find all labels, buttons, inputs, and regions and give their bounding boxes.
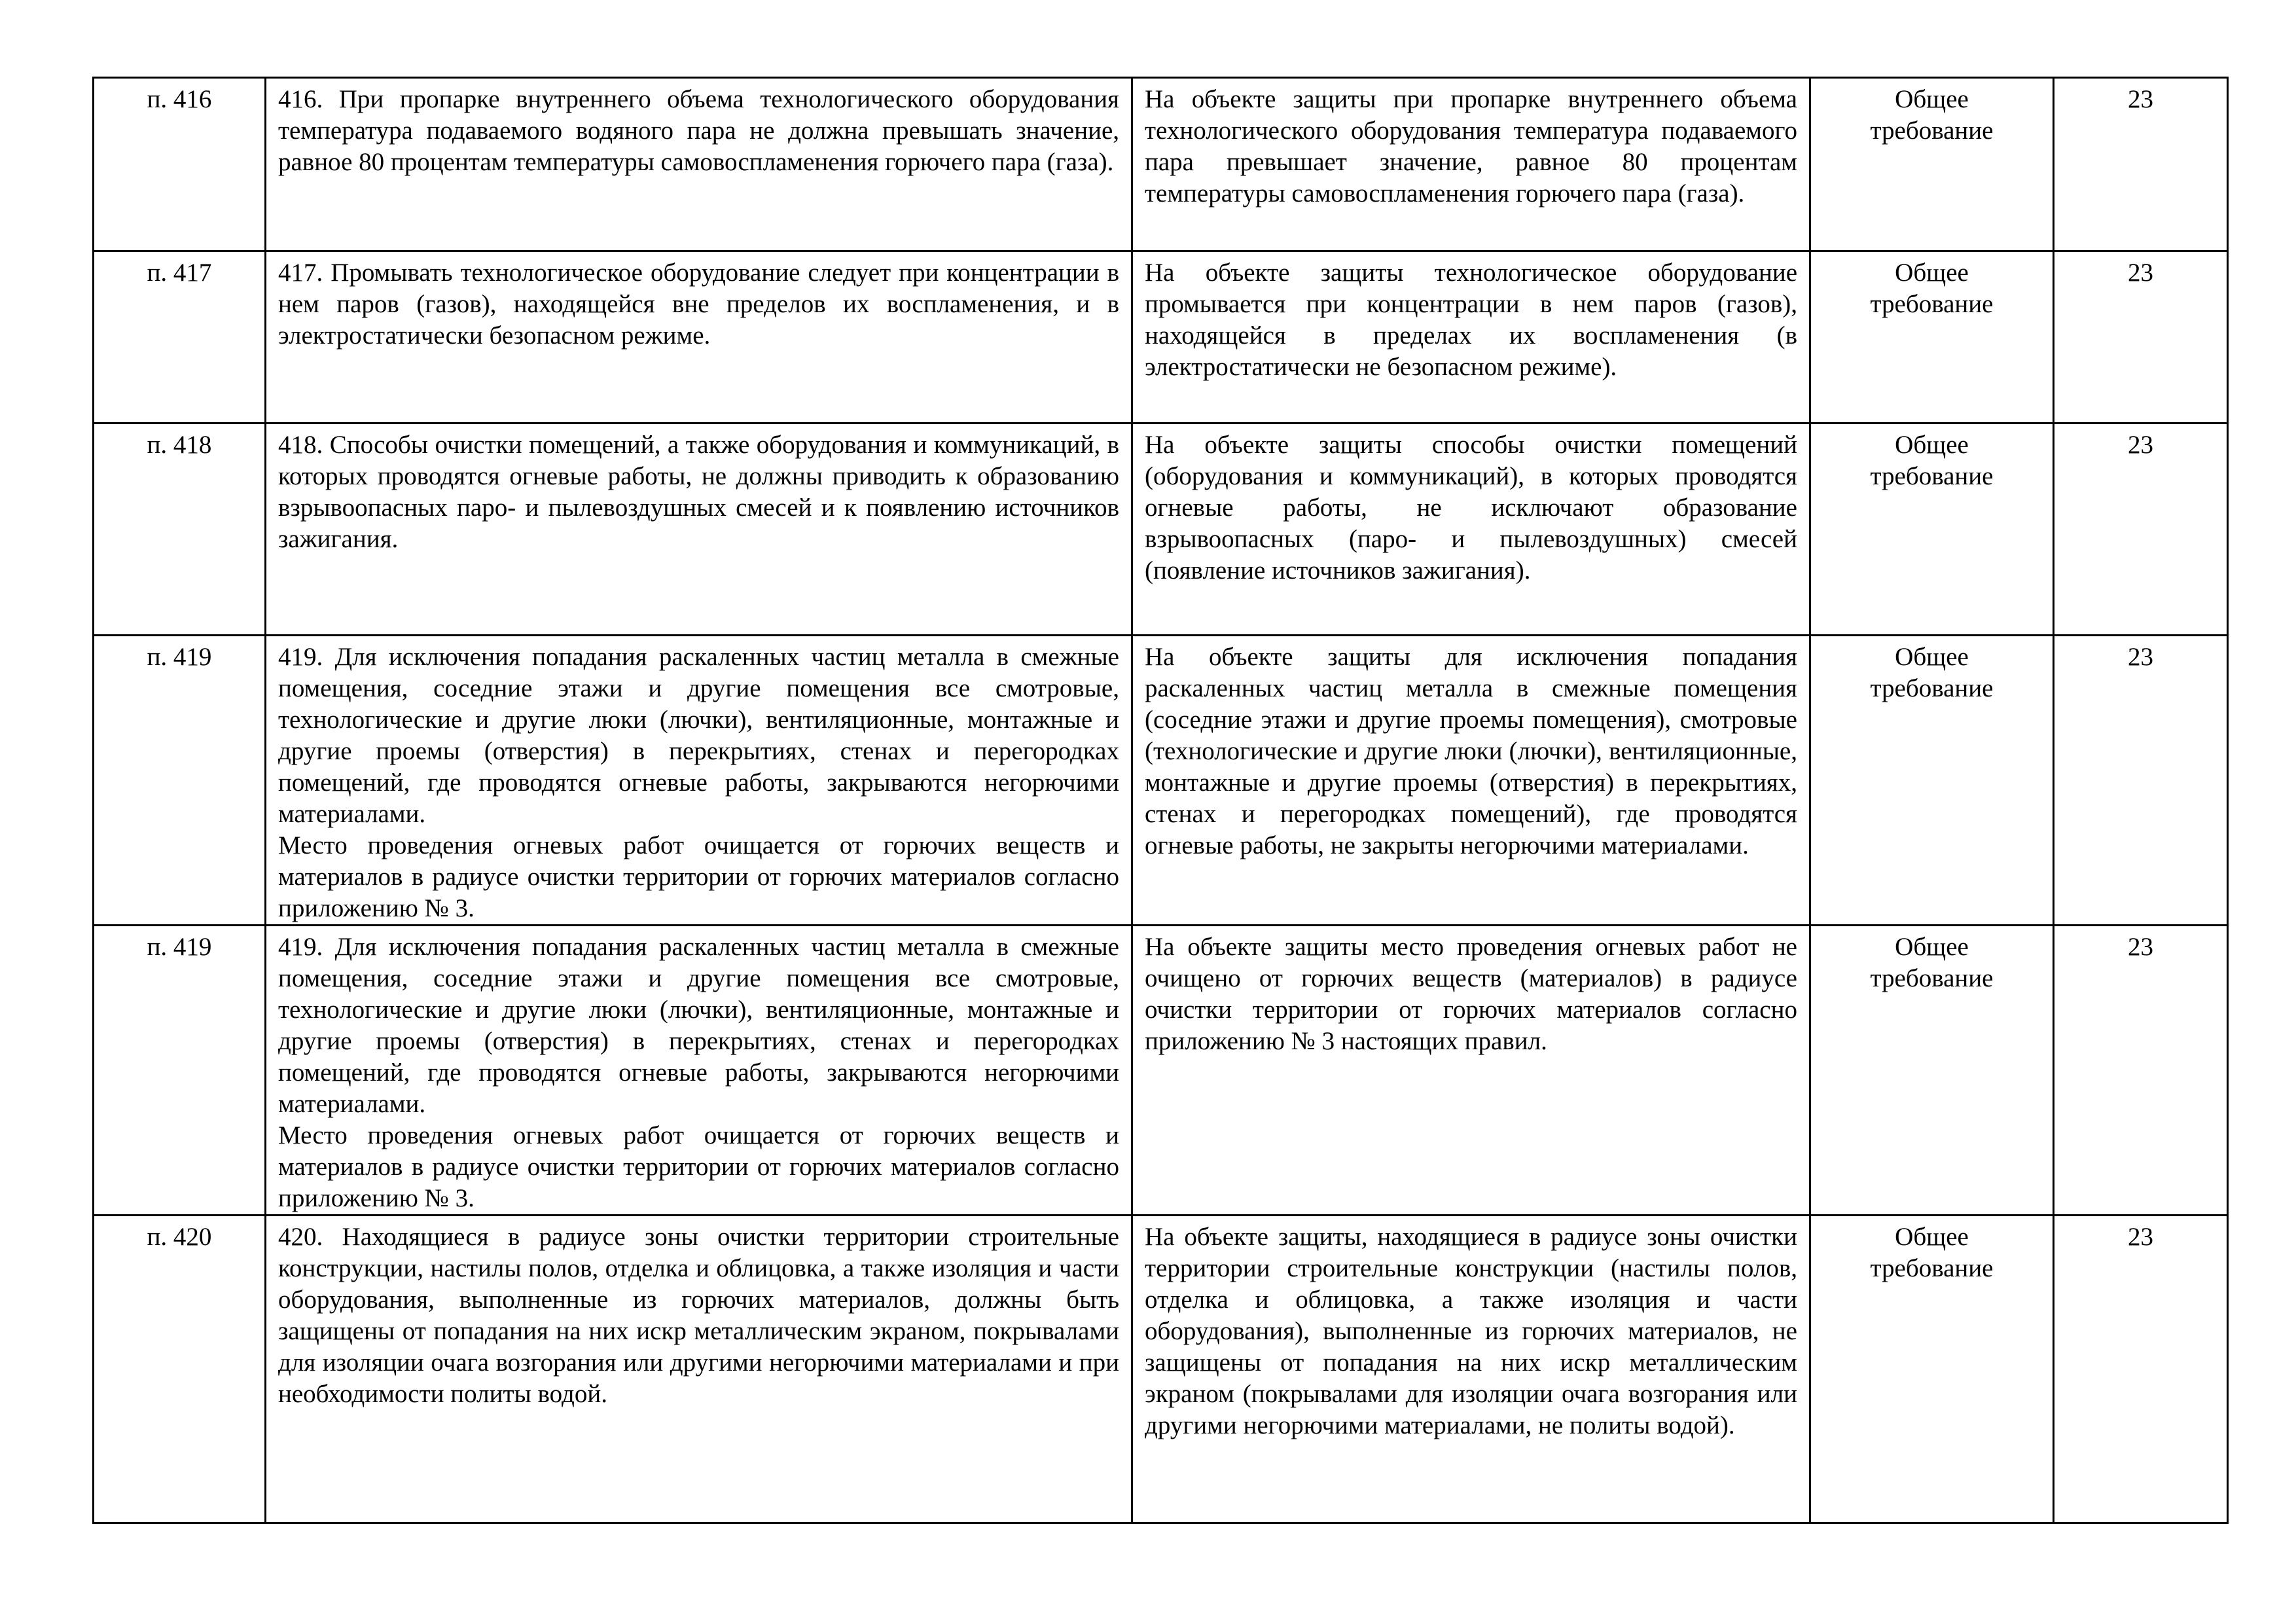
requirement-paragraph: Место проведения огневых работ очищается от горючих веществ и материалов в радиусе очистки территории от горючих материалов согласно приложению № 3. (278, 1121, 1119, 1212)
point-cell: п. 418 (94, 424, 266, 636)
requirement-cell (266, 78, 1132, 251)
score-cell: 23 (2054, 424, 2228, 636)
requirement-cell (266, 1216, 1132, 1523)
table-row (94, 78, 2228, 251)
violation-cell: На объекте защиты технологическое оборудование промывается при концентрации в нем паров (газов), находящейся в пределах их воспламенения (в электростатически не безопасном режиме). (1132, 251, 1810, 424)
classification-text: Общее требование (1870, 431, 1994, 490)
table-row (94, 1216, 2228, 1523)
table-row (94, 926, 2228, 1216)
violation-cell: На объекте защиты для исключения попадания раскаленных частиц металла в смежные помещения (соседние этажи и другие проемы помещения), смотровые (технологические и другие люки (лючки), вентиляционные, монтажные и другие проемы (отверстия) в перекрытиях, стенах и перегородках помещений), где проводятся огневые работы, не закрыты негорючими материалами. (1132, 636, 1810, 926)
table-row (94, 251, 2228, 424)
point-cell: п. 419 (94, 636, 266, 926)
score-cell: 23 (2054, 926, 2228, 1216)
point-cell: п. 416 (94, 78, 266, 251)
requirement-paragraph: 416. При пропарке внутреннего объема технологического оборудования температура подаваемого водяного пара не должна превышать значение, равное 80 процентам температуры самовоспламенения горючего пара (газа). (278, 85, 1119, 176)
requirement-cell (266, 251, 1132, 424)
requirement-cell (266, 424, 1132, 636)
classification-cell (1810, 424, 2054, 636)
classification-text: Общее требование (1870, 259, 1994, 318)
classification-cell (1810, 251, 2054, 424)
classification-text: Общее требование (1870, 85, 1994, 145)
score-cell: 23 (2054, 636, 2228, 926)
requirement-cell (266, 926, 1132, 1216)
requirement-paragraph: 420. Находящиеся в радиусе зоны очистки территории строительные конструкции, настилы полов, отделка и облицовка, а также изоляция и части оборудования, выполненные из горючих материалов, должны быть защищены от попадания на них искр металлическим экраном, покрывалами для изоляции очага возгорания или другими негорючими материалами и при необходимости политы водой. (278, 1223, 1119, 1408)
point-cell: п. 417 (94, 251, 266, 424)
classification-cell (1810, 1216, 2054, 1523)
table-row (94, 424, 2228, 636)
classification-text: Общее требование (1870, 643, 1994, 702)
classification-cell (1810, 636, 2054, 926)
requirement-paragraph: 419. Для исключения попадания раскаленных частиц металла в смежные помещения, соседние этажи и другие помещения все смотровые, технологические и другие люки (лючки), вентиляционные, монтажные и другие проемы (отверстия) в перекрытиях, стенах и перегородках помещений, где проводятся огневые работы, закрываются негорючими материалами. (278, 643, 1119, 828)
classification-text: Общее требование (1870, 933, 1994, 992)
table-row (94, 636, 2228, 926)
classification-text: Общее требование (1870, 1223, 1994, 1282)
requirement-paragraph: Место проведения огневых работ очищается от горючих веществ и материалов в радиусе очистки территории от горючих материалов согласно приложению № 3. (278, 831, 1119, 922)
requirement-paragraph: 419. Для исключения попадания раскаленных частиц металла в смежные помещения, соседние этажи и другие помещения все смотровые, технологические и другие люки (лючки), вентиляционные, монтажные и другие проемы (отверстия) в перекрытиях, стенах и перегородках помещений, где проводятся огневые работы, закрываются негорючими материалами. (278, 933, 1119, 1118)
score-cell: 23 (2054, 251, 2228, 424)
requirement-cell (266, 636, 1132, 926)
requirement-paragraph: 417. Промывать технологическое оборудование следует при концентрации в нем паров (газов), находящейся вне пределов их воспламенения, и в электростатически безопасном режиме. (278, 259, 1119, 350)
classification-cell (1810, 926, 2054, 1216)
point-cell: п. 420 (94, 1216, 266, 1523)
requirement-paragraph: 418. Способы очистки помещений, а также оборудования и коммуникаций, в которых проводятся огневые работы, не должны приводить к образованию взрывоопасных паро- и пылевоздушных смесей и к появлению источников зажигания. (278, 431, 1119, 553)
classification-cell (1810, 78, 2054, 251)
point-cell: п. 419 (94, 926, 266, 1216)
score-cell: 23 (2054, 78, 2228, 251)
violation-cell: На объекте защиты при пропарке внутреннего объема технологического оборудования температура подаваемого пара превышает значение, равное 80 процентам температуры самовоспламенения горючего пара (газа). (1132, 78, 1810, 251)
violation-cell: На объекте защиты способы очистки помещений (оборудования и коммуникаций), в которых проводятся огневые работы, не исключают образование взрывоопасных (паро- и пылевоздушных) смесей (появление источников зажигания). (1132, 424, 1810, 636)
score-cell: 23 (2054, 1216, 2228, 1523)
violation-cell: На объекте защиты место проведения огневых работ не очищено от горючих веществ (материалов) в радиусе очистки территории от горючих материалов согласно приложению № 3 настоящих правил. (1132, 926, 1810, 1216)
violation-cell: На объекте защиты, находящиеся в радиусе зоны очистки территории строительные конструкции (настилы полов, отделка и облицовка, а также изоляция и части оборудования), выполненные из горючих материалов, не защищены от попадания на них искр металлическим экраном (покрывалами для изоляции очага возгорания или другими негорючими материалами, не политы водой). (1132, 1216, 1810, 1523)
requirements-table (92, 77, 2229, 1524)
